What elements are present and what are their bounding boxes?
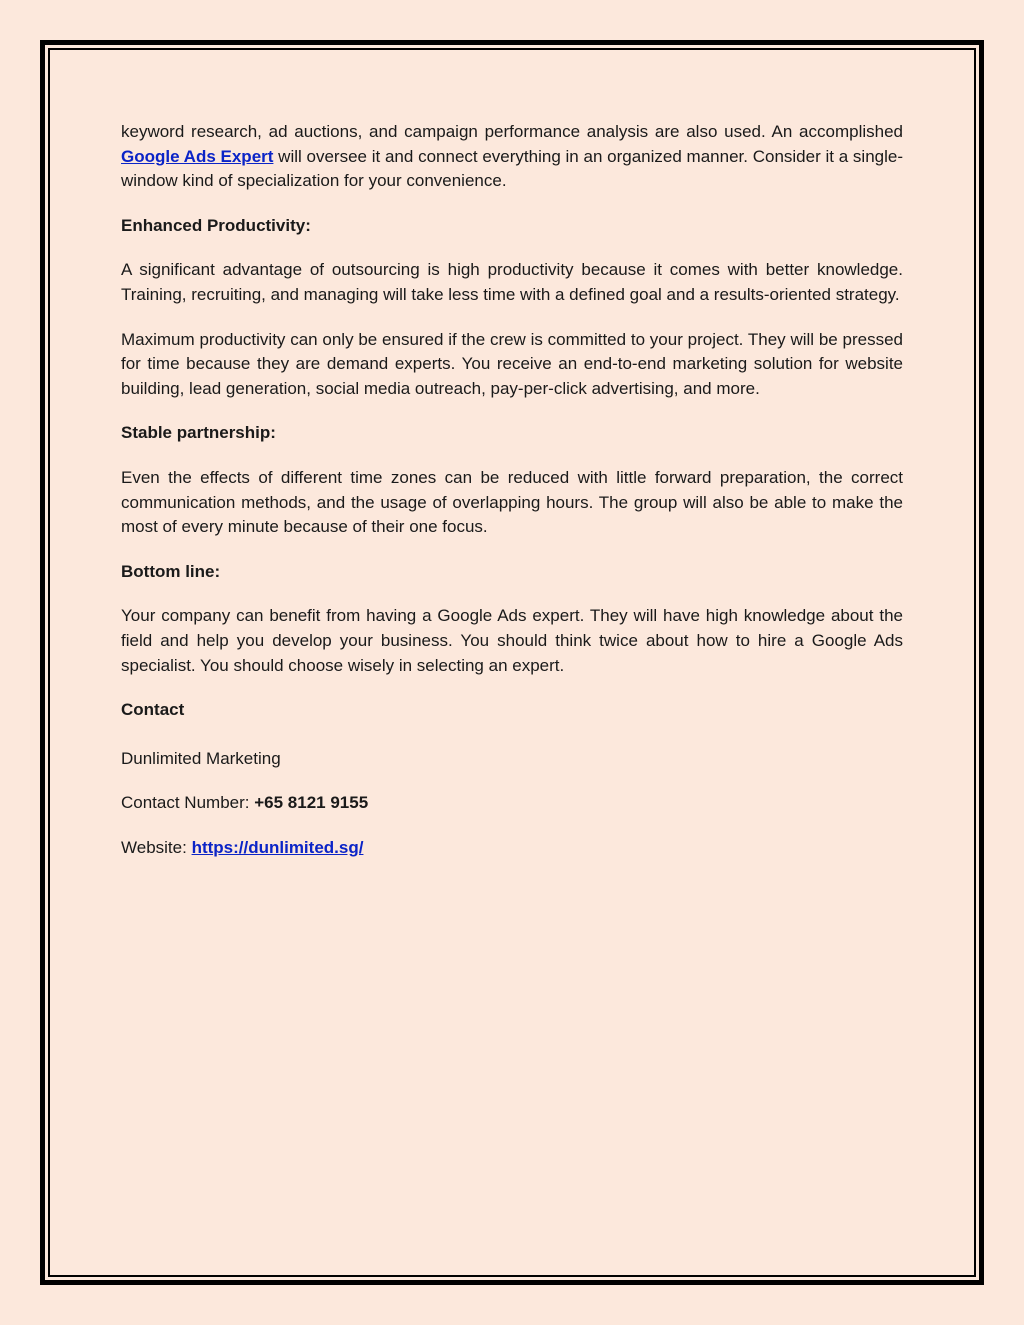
company-name: Dunlimited Marketing — [121, 748, 281, 768]
intro-paragraph — [121, 120, 903, 194]
partnership-paragraph: Even the effects of different time zones can be reduced with little forward preparation, the correct communication methods, and the usage of overlapping hours. The group will also be able to make the most of every minute because of their one focus. — [121, 467, 903, 537]
website-line — [121, 836, 903, 861]
heading-contact: Contact — [121, 700, 185, 720]
intro-text-after: will oversee it and connect everything in an organized manner. Consider it a single-window kind of specialization for your convenience. — [121, 146, 903, 191]
heading-bottom-line: Bottom line: — [121, 561, 221, 581]
productivity-paragraph-1: A significant advantage of outsourcing is high productivity because it comes with better knowledge. Training, recruiting, and managing will take less time with a defined goal and a results-oriented strategy. — [121, 260, 903, 304]
google-ads-expert-link[interactable]: Google Ads Expert — [121, 146, 274, 166]
productivity-paragraph-2: Maximum productivity can only be ensured if the crew is committed to your project. They will be pressed for time because they are demand experts. You receive an end-to-end marketing solution for website building, lead generation, social media outreach, pay-per-click advertising, and more. — [121, 329, 903, 398]
contact-number-line — [121, 791, 903, 816]
bottom-line-paragraph: Your company can benefit from having a Google Ads expert. They will have high knowledge about the field and help you develop your business. You should think twice about how to hire a Google Ads specialist. You should choose wisely in selecting an expert. — [121, 606, 903, 675]
document-body — [121, 120, 903, 880]
contact-number-label: Contact Number: — [121, 793, 255, 813]
contact-number-value: +65 8121 9155 — [254, 793, 369, 813]
heading-enhanced-productivity: Enhanced Productivity: — [121, 215, 311, 235]
heading-stable-partnership: Stable partnership: — [121, 423, 276, 443]
website-link[interactable]: https://dunlimited.sg/ — [191, 837, 364, 857]
website-label: Website: — [121, 837, 192, 857]
intro-text-before: keyword research, ad auctions, and campaign performance analysis are also used. An accomplished — [121, 122, 903, 141]
